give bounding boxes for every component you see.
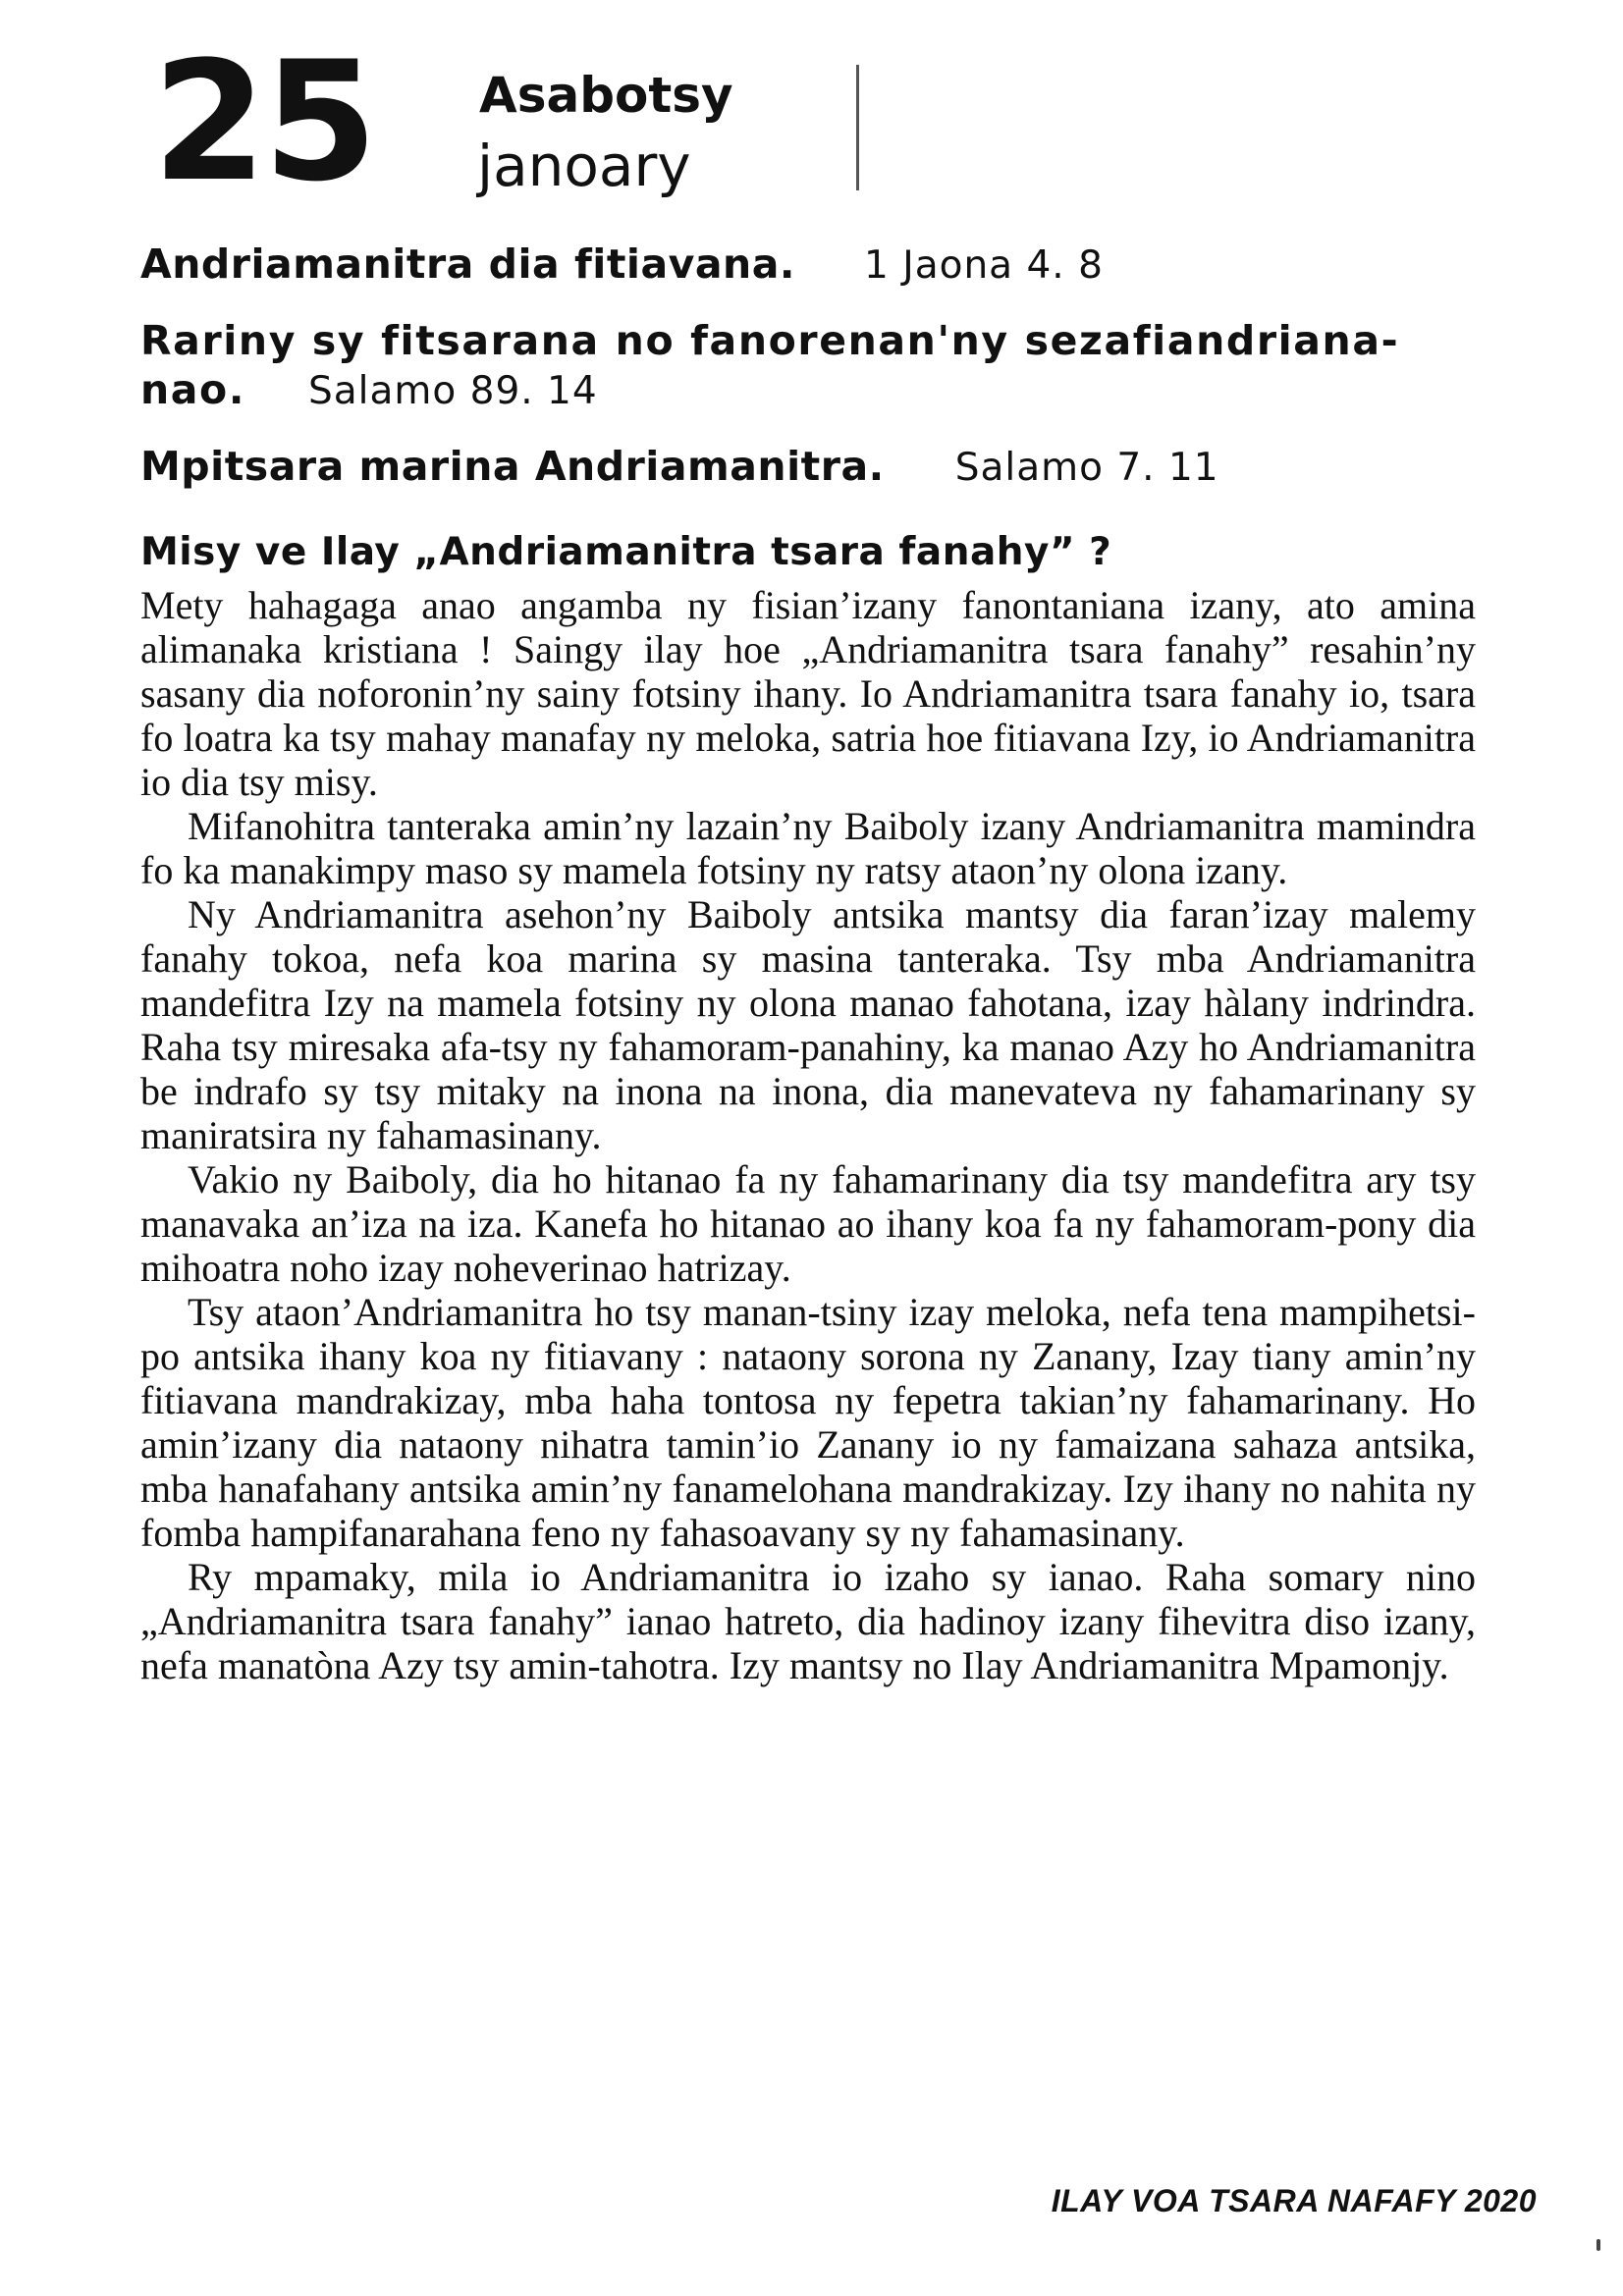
- article-paragraph: Mety hahagaga anao angamba ny fisian’izany fanontaniana izany, ato amina alimanaka kristiana ! Saingy ilay hoe „Andriamanitra tsara fanahy” resahin’ny sasany dia noforonin’ny sainy fotsiny ihany. Io Andriamanitra tsara fanahy io, tsara fo loatra ka tsy mahay manafay ny meloka, satria hoe fitiavana Izy, io Andriamanitra io dia tsy misy.: [140, 583, 1476, 804]
- article-paragraph: Ny Andriamanitra asehon’ny Baiboly antsika mantsy dia faran’izay malemy fanahy tokoa, nefa koa marina sy masina tanteraka. Tsy mba Andriamanitra mandefitra Izy na mamela fotsiny ny olona manao fahotana, izay hàlany indrindra. Raha tsy miresaka afa-tsy ny fahamoram-panahiny, ka manao Azy ho Andriamanitra be indrafo sy tsy mitaky na inona na inona, dia manevateva ny fahamarinany sy maniratsira ny fahamasinany.: [140, 892, 1476, 1157]
- article-title: Misy ve Ilay „Andriamanitra tsara fanahy” ?: [140, 530, 1112, 574]
- article-paragraph: Mifanohitra tanteraka amin’ny lazain’ny Baiboly izany Andriamanitra mamindra fo ka manakimpy maso sy mamela fotsiny ny ratsy ataon’ny olona izany.: [140, 804, 1476, 892]
- verse-reference: 1 Jaona 4. 8: [863, 243, 1104, 288]
- month-label: janoary: [477, 133, 691, 199]
- day-number: 25: [152, 26, 374, 218]
- article-paragraph: Vakio ny Baiboly, dia ho hitanao fa ny fahamarinany dia tsy mandefitra ary tsy manavaka an’iza na iza. Kanefa ho hitanao ao ihany koa fa ny fahamoram-pony dia mihoatra noho izay noheverinao hatrizay.: [140, 1157, 1476, 1290]
- verse-reference: Salamo 7. 11: [954, 446, 1219, 490]
- edge-mark: [1596, 2239, 1600, 2251]
- verse-list: [140, 240, 1488, 518]
- devotional-article: [140, 528, 1476, 1687]
- publication-footer: ILAY VOA TSARA NAFAFY 2020: [1051, 2183, 1537, 2218]
- verse-reference: Salamo 89. 14: [308, 369, 598, 413]
- article-paragraph: Tsy ataon’Andriamanitra ho tsy manan-tsiny izay meloka, nefa tena mampihetsi-po antsika ihany koa ny fitiavany : nataony sorona ny Zanany, Izay tiany amin’ny fitiavana mandrakizay, mba haha tontosa ny fepetra takian’ny fahamarinany. Ho amin’izany dia nataony nihatra tamin’io Zanany io ny famaizana sahaza antsika, mba hanafahany antsika amin’ny fanamelohana mandrakizay. Izy ihany no nahita ny fomba hampifanarahana feno ny fahasoavany sy ny fahamasinany.: [140, 1290, 1476, 1555]
- verse-text: Rariny sy fitsarana no fanorenan'ny sezafiandriana-nao.: [140, 317, 1400, 413]
- weekday-label: Asabotsy: [479, 67, 733, 124]
- article-paragraph: Ry mpamaky, mila io Andriamanitra io izaho sy ianao. Raha somary nino „Andriamanitra tsara fanahy” ianao hatreto, dia hadinoy izany fihevitra diso izany, nefa manatòna Azy tsy amin-tahotra. Izy mantsy no Ilay Andriamanitra Mpamonjy.: [140, 1555, 1476, 1687]
- verse-text: Andriamanitra dia fitiavana.: [140, 240, 795, 288]
- header-divider: [856, 65, 859, 190]
- verse-item: [140, 316, 1488, 416]
- article-body: [140, 583, 1476, 1687]
- verse-text: Mpitsara marina Andriamanitra.: [140, 443, 885, 490]
- verse-item: [140, 442, 1488, 493]
- verse-item: [140, 240, 1488, 291]
